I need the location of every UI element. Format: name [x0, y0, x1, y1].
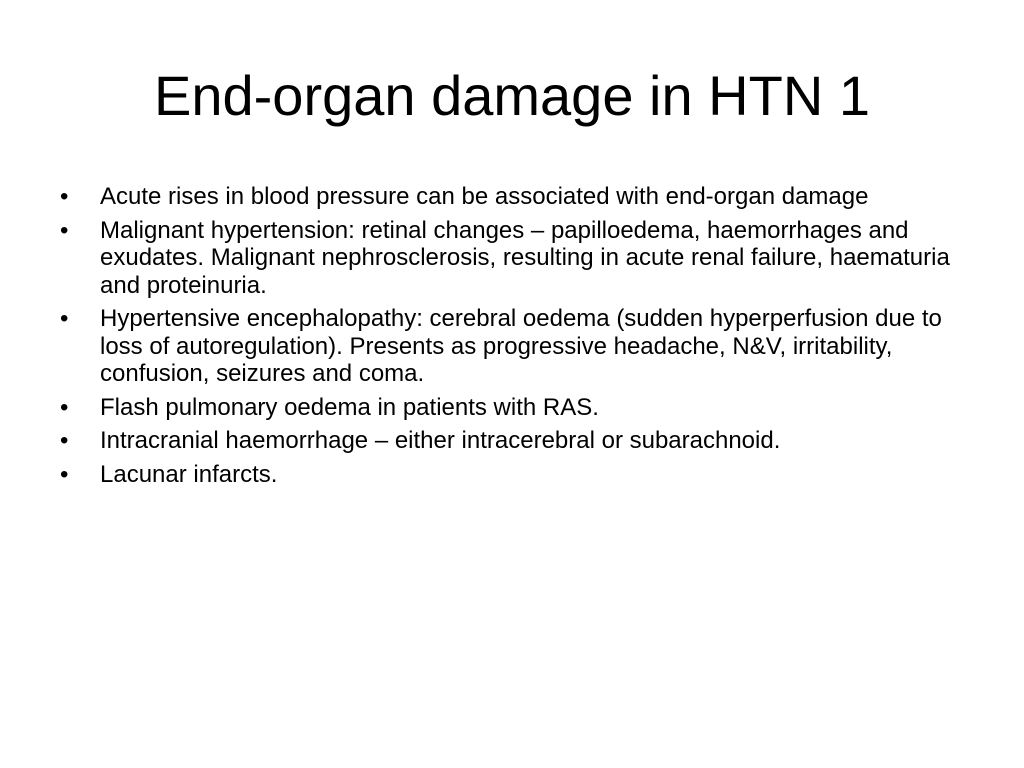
- bullet-item: [60, 183, 960, 211]
- bullet-dot-icon: •: [60, 393, 69, 421]
- bullet-text: Malignant hypertension: retinal changes – papilloedema, haemorrhages and exudates. Malignant nephrosclerosis, resulting in acute renal failure, haematuria and proteinuria.: [100, 216, 950, 299]
- bullet-item: [60, 461, 960, 489]
- slide-title: End-organ damage in HTN 1: [154, 64, 870, 127]
- bullet-item: [60, 394, 960, 422]
- bullet-text: Acute rises in blood pressure can be associated with end-organ damage: [100, 183, 869, 210]
- bullet-text: Lacunar infarcts.: [100, 460, 278, 488]
- bullet-text: Hypertensive encephalopathy: cerebral oedema (sudden hyperperfusion due to loss of autoregulation). Presents as progressive headache, N&V, irritability, confusion, seizures and coma.: [100, 305, 942, 387]
- bullet-dot-icon: •: [60, 305, 69, 332]
- bullet-text: Flash pulmonary oedema in patients with RAS.: [100, 393, 599, 421]
- bullet-item: [60, 305, 960, 388]
- bullet-item: [60, 217, 960, 300]
- bullet-list: [60, 183, 960, 494]
- bullet-dot-icon: •: [60, 460, 69, 488]
- bullet-item: [60, 427, 960, 455]
- bullet-dot-icon: •: [60, 216, 69, 244]
- bullet-dot-icon: •: [60, 427, 69, 454]
- bullet-dot-icon: •: [60, 183, 69, 210]
- bullet-text: Intracranial haemorrhage – either intracerebral or subarachnoid.: [100, 427, 781, 454]
